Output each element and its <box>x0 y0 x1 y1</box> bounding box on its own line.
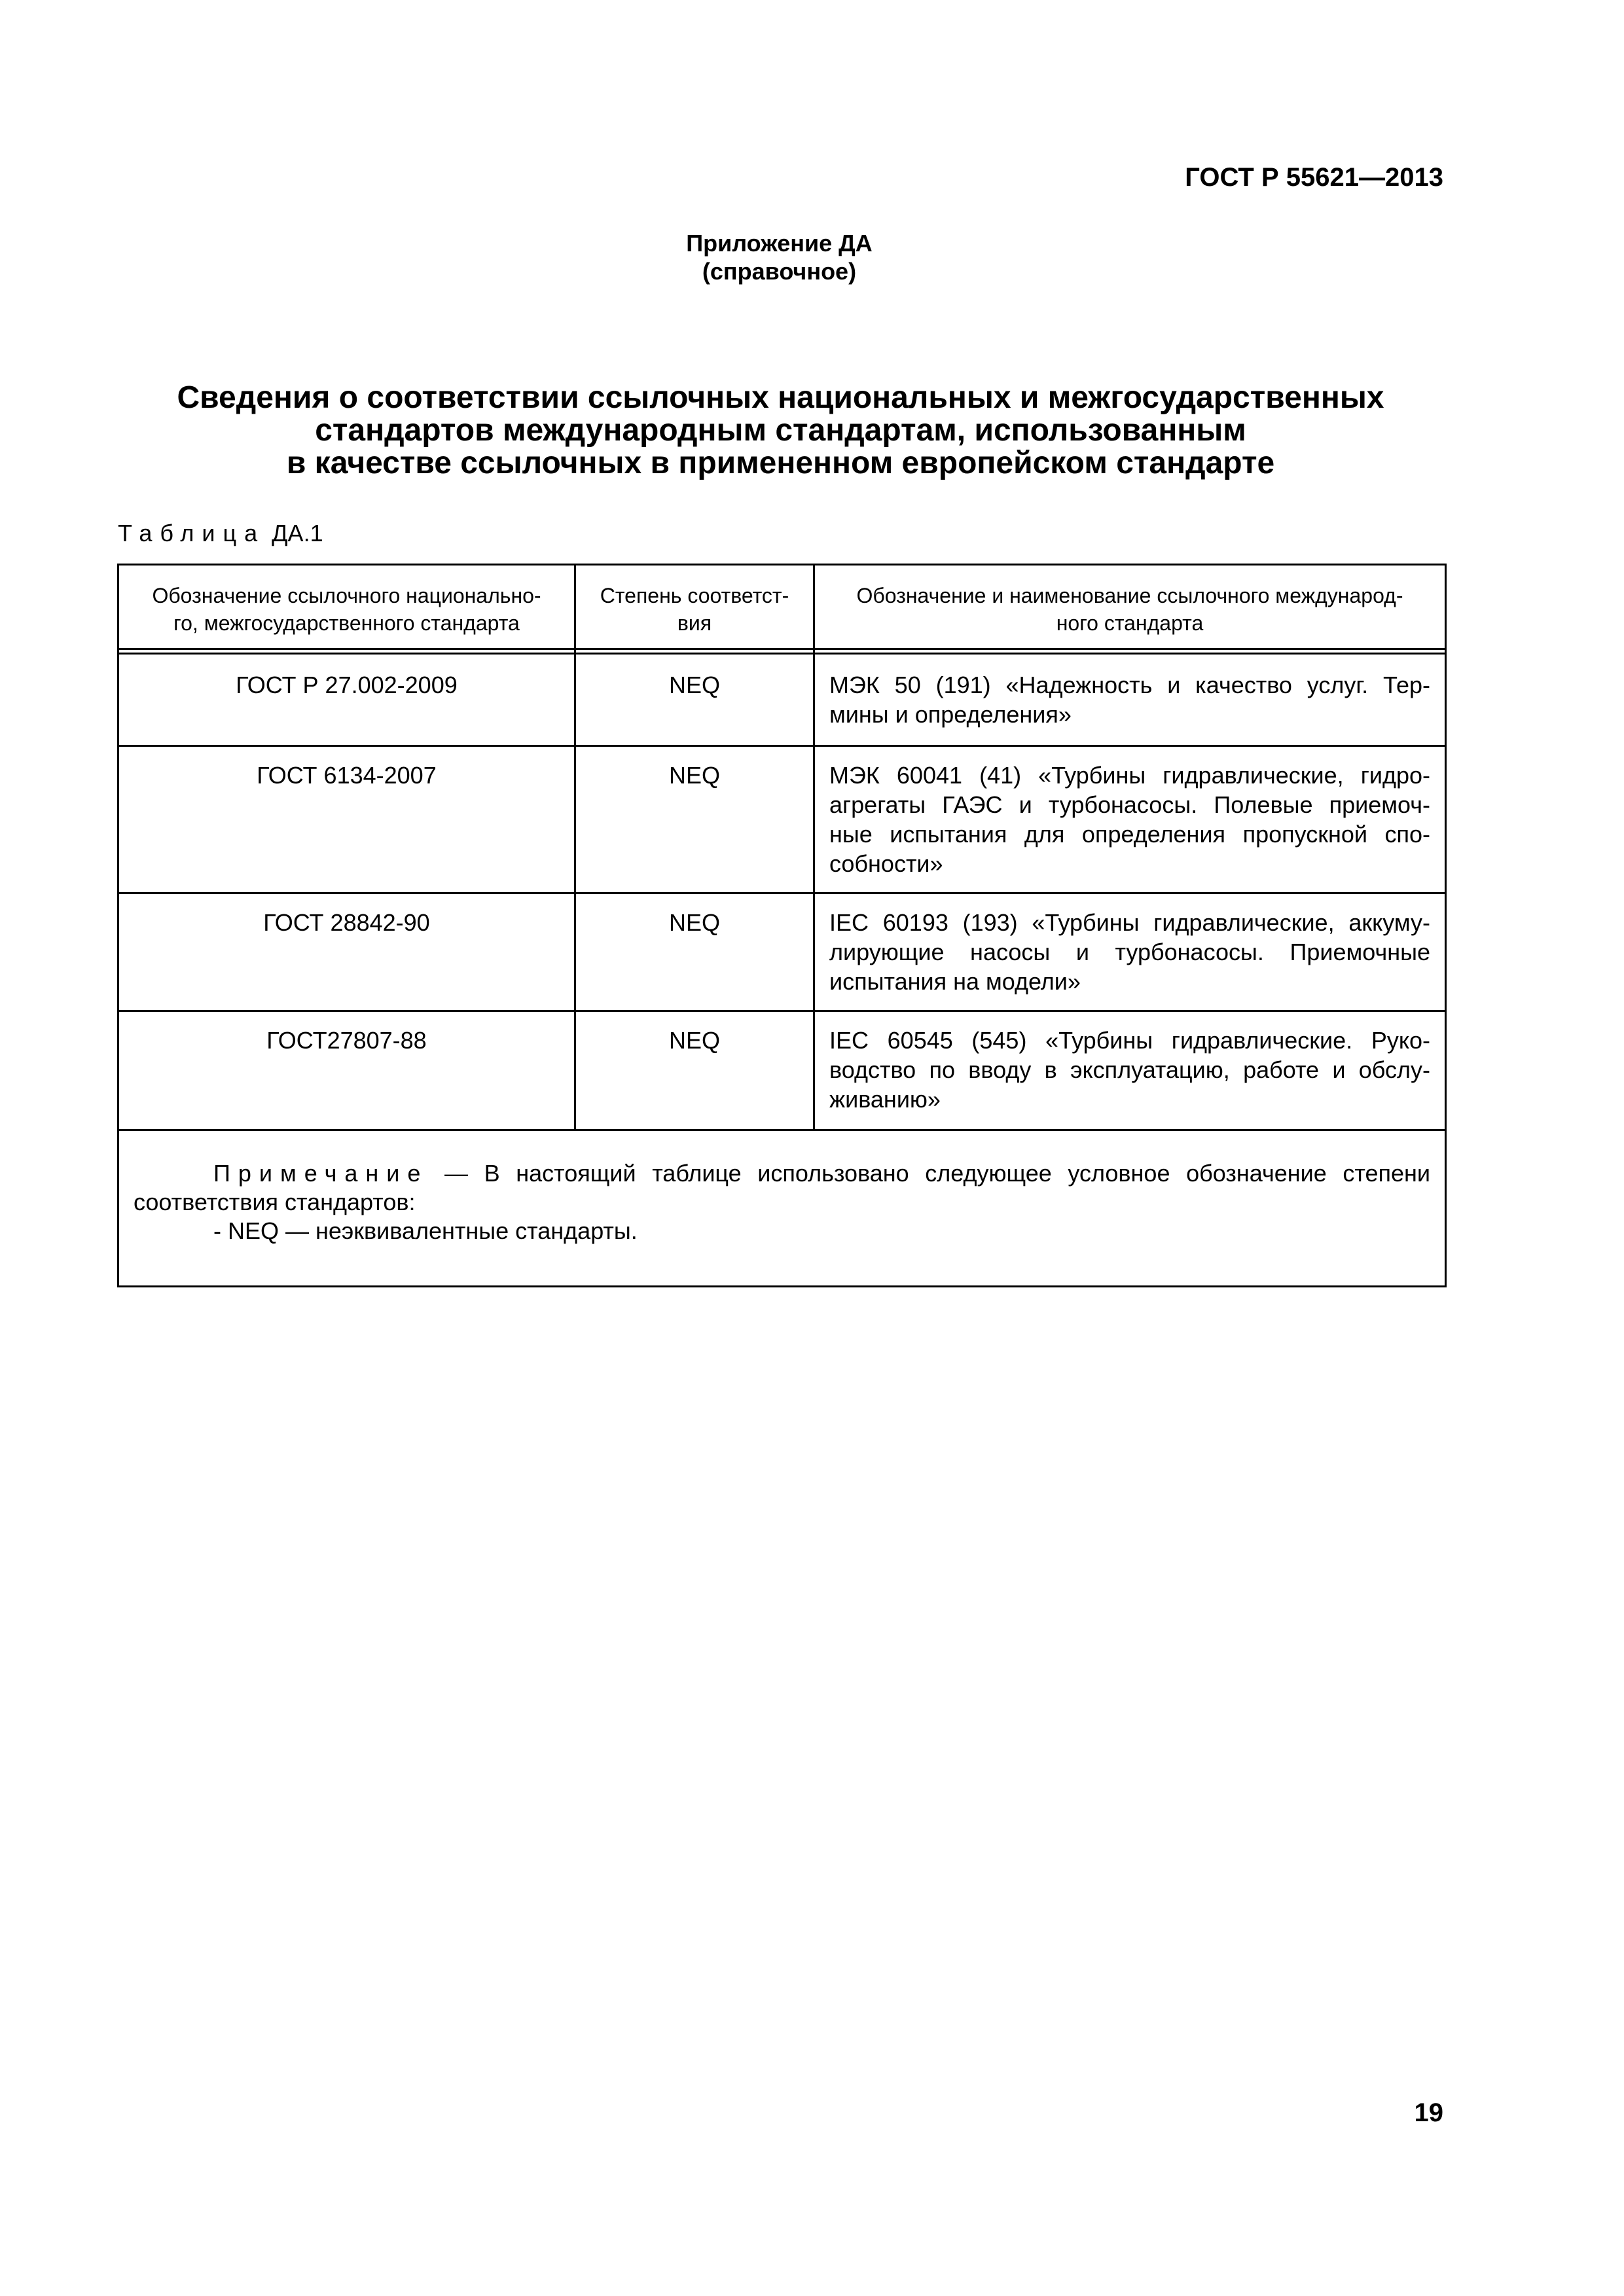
header-national-standard <box>119 582 574 637</box>
appendix-heading <box>0 229 1559 285</box>
header-text: Обозначение ссылочного национально- <box>152 584 541 607</box>
note-line <box>134 1159 1430 1188</box>
table-row-international <box>815 1026 1445 1114</box>
header-text: Обозначение и наименование ссылочного международ- <box>856 584 1403 607</box>
table-note <box>134 1159 1430 1246</box>
cell-line: водство по вводу в эксплуатацию, работе и обслу- <box>829 1056 1430 1083</box>
cell-line: IEC 60193 (193) «Турбины гидравлические, аккуму- <box>829 909 1430 936</box>
cell-line: лирующие насосы и турбонасосы. Приемочные <box>829 939 1430 965</box>
title-line: стандартов международным стандартам, использованным <box>315 413 1246 448</box>
header-text: Степень соответст- <box>600 584 789 607</box>
cell-line: МЭК 60041 (41) «Турбины гидравлические, гидро- <box>829 762 1430 789</box>
header-text: го, межгосударственного стандарта <box>173 611 520 635</box>
table-row-international <box>815 761 1445 878</box>
table-row-national: ГОСТ Р 27.002-2009 <box>236 672 458 698</box>
table-row-degree: NEQ <box>668 909 720 936</box>
cell-line: МЭК 50 (191) «Надежность и качество услуг. Тер- <box>829 672 1430 698</box>
row-divider <box>119 1010 1445 1012</box>
row-divider <box>119 1129 1445 1131</box>
header-degree <box>576 582 813 637</box>
note-line: соответствия стандартов: <box>134 1189 416 1215</box>
table-row-national: ГОСТ 6134-2007 <box>257 762 437 789</box>
note-label: Примечание <box>213 1160 429 1187</box>
appendix-label: Приложение ДА <box>686 230 873 257</box>
header-text: ного стандарта <box>1056 611 1204 635</box>
header-text: вия <box>677 611 712 635</box>
cell-line: живанию» <box>829 1086 941 1113</box>
header-international-standard <box>815 582 1445 637</box>
row-divider <box>119 892 1445 894</box>
table-row-degree: NEQ <box>668 672 720 698</box>
cell-line: мины и определения» <box>829 701 1072 728</box>
cell-line: IEC 60545 (545) «Турбины гидравлические. Руко- <box>829 1027 1430 1054</box>
table-caption-number: ДА.1 <box>272 520 323 547</box>
title-line: Сведения о соответствии ссылочных национальных и межгосударственных <box>177 380 1384 415</box>
table-row-national: ГОСТ 28842-90 <box>263 909 430 936</box>
cell-line: испытания на модели» <box>829 968 1081 995</box>
page-number: 19 <box>1414 2098 1443 2127</box>
header-divider <box>119 648 1445 650</box>
table-row-national: ГОСТ27807-88 <box>266 1027 427 1054</box>
header-divider <box>119 653 1445 655</box>
appendix-type: (справочное) <box>702 258 857 285</box>
section-title <box>118 382 1443 480</box>
table-row-degree: NEQ <box>668 762 720 789</box>
note-line: - NEQ — неэквивалентные стандарты. <box>213 1217 638 1244</box>
table-caption-word: Таблица <box>118 520 266 547</box>
table-row-degree: NEQ <box>668 1027 720 1054</box>
title-line: в качестве ссылочных в примененном европейском стандарте <box>286 446 1275 480</box>
cell-line: собности» <box>829 850 943 877</box>
row-divider <box>119 745 1445 747</box>
table-caption <box>118 519 323 548</box>
standards-table <box>117 564 1447 1287</box>
cell-line: агрегаты ГАЭС и турбонасосы. Полевые приемоч- <box>829 791 1430 818</box>
note-text: — В настоящий таблице использовано следующее условное обозначение степени <box>444 1160 1430 1187</box>
table-row-international <box>815 908 1445 996</box>
table-row-international <box>815 670 1445 729</box>
cell-line: ные испытания для определения пропускной спо- <box>829 821 1430 848</box>
document-code: ГОСТ Р 55621—2013 <box>1185 163 1443 192</box>
